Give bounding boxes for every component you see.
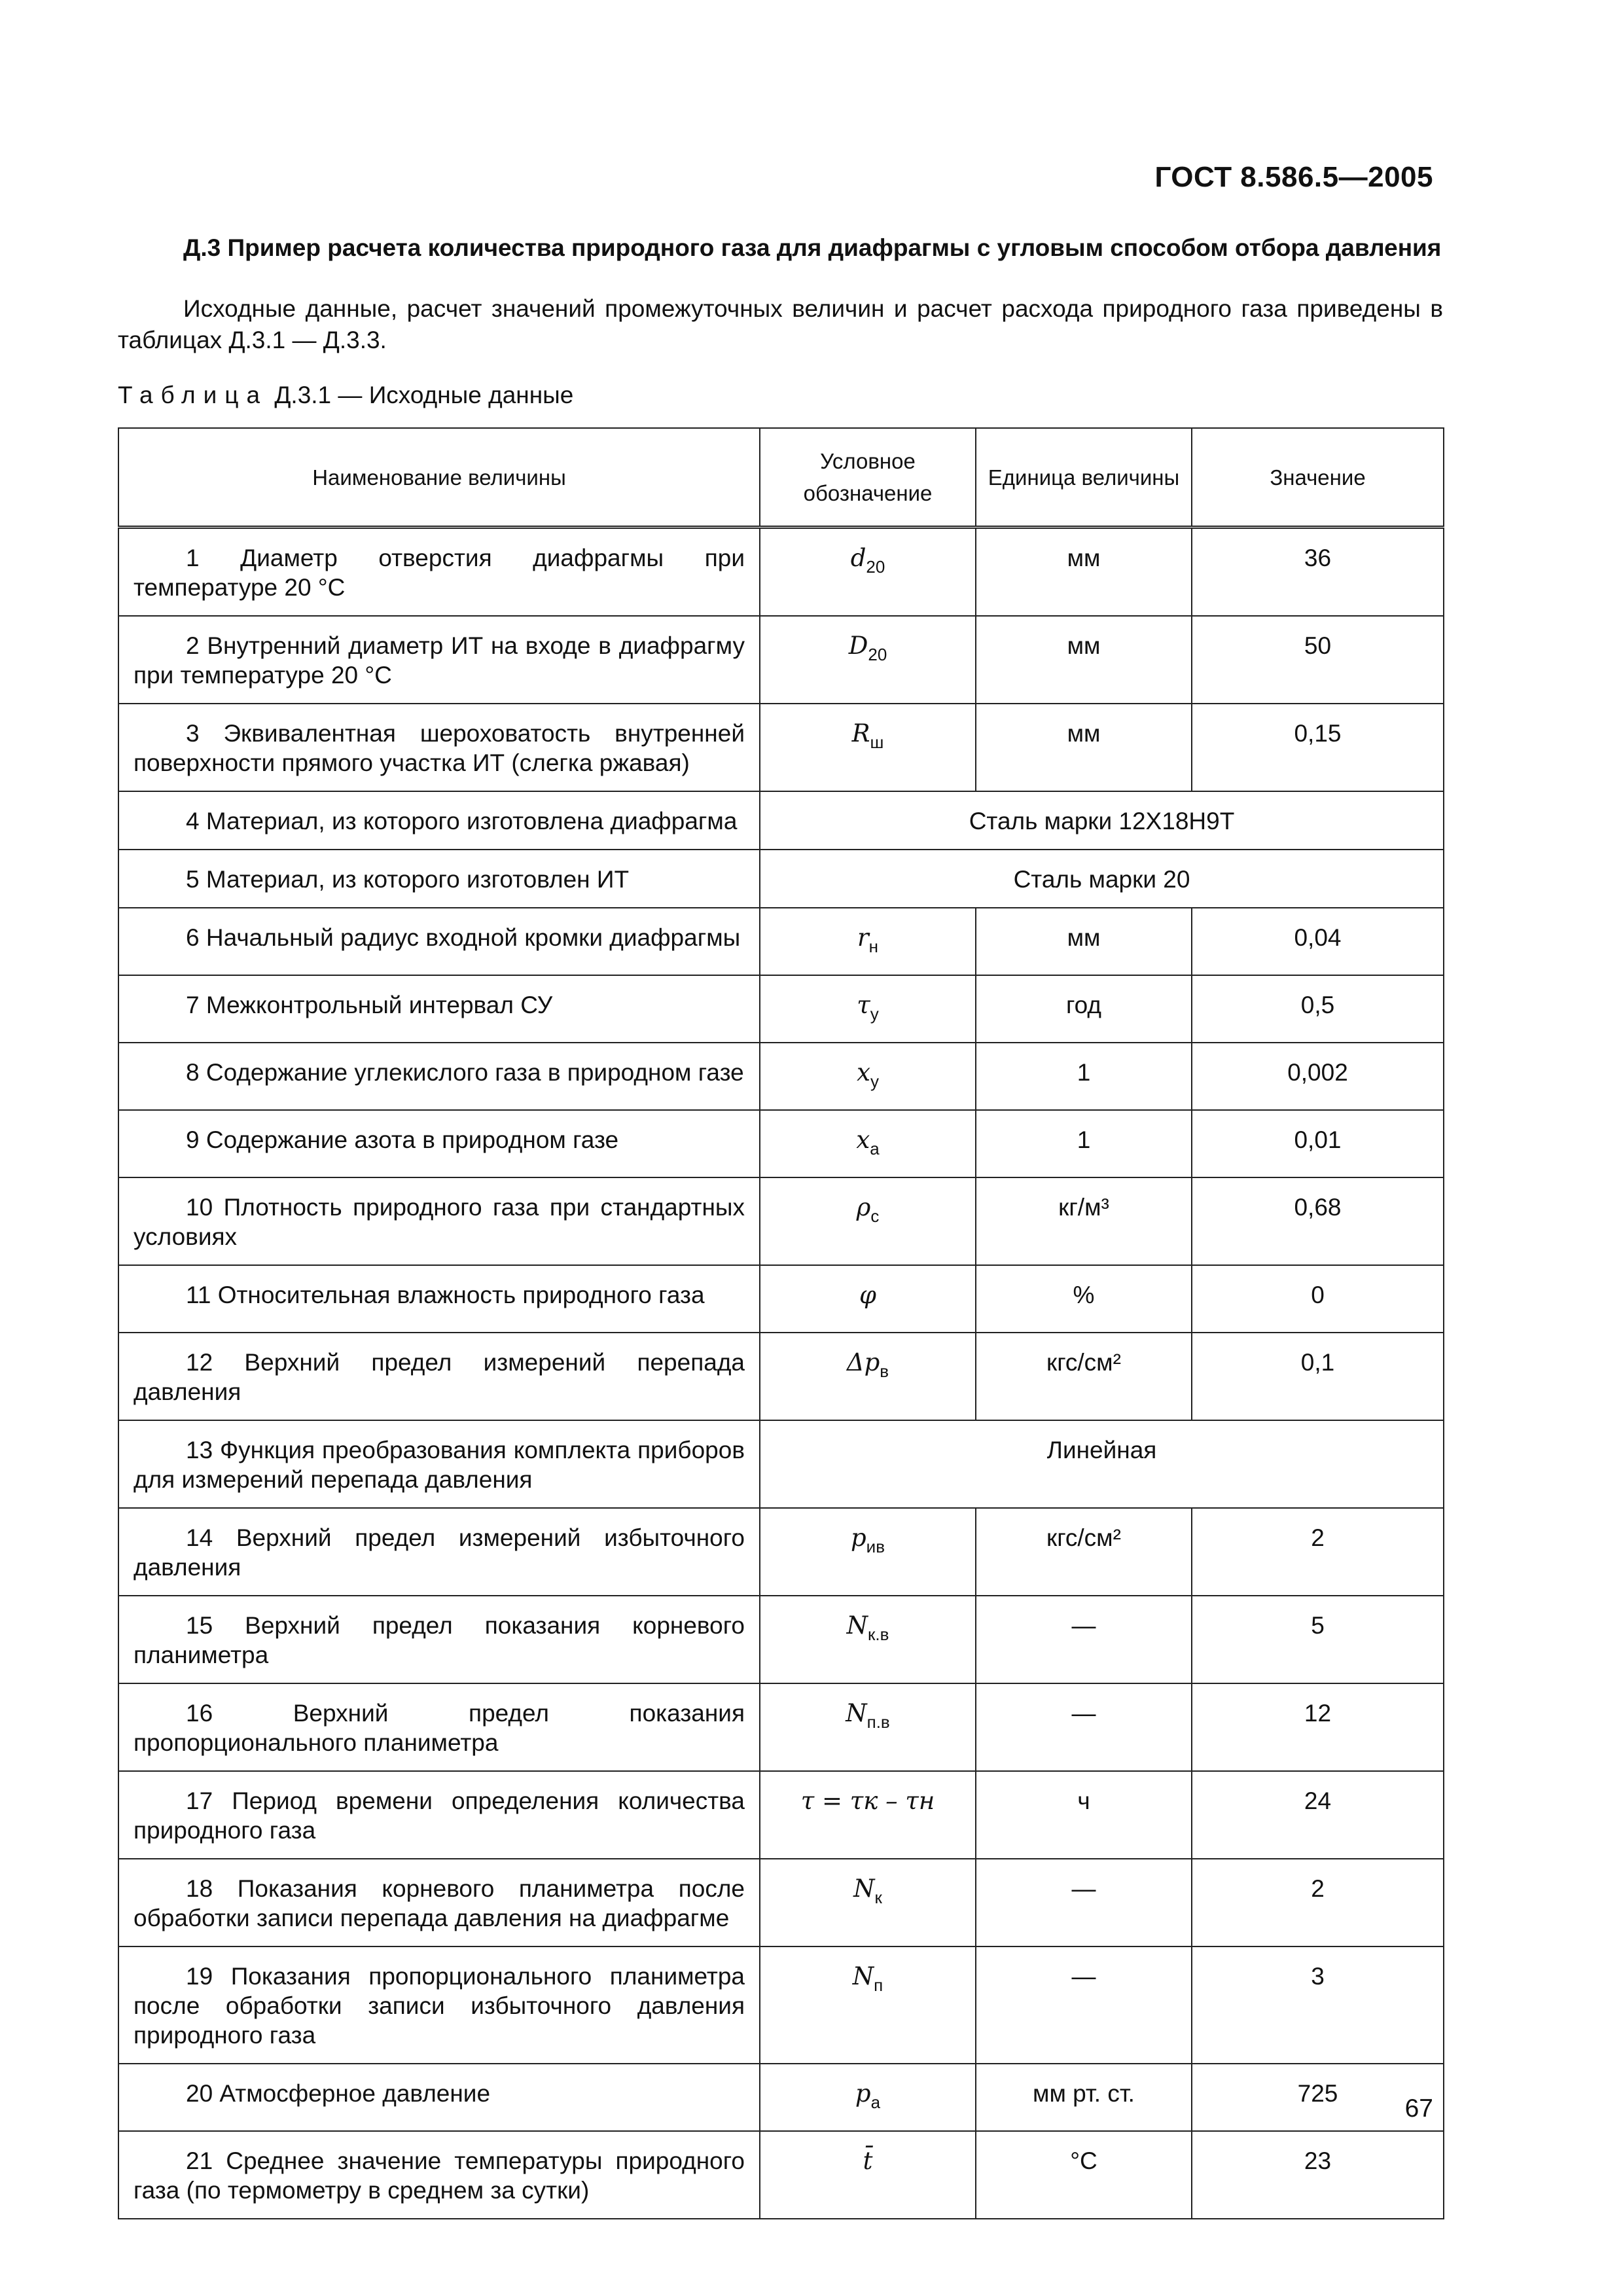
- row-symbol: [760, 975, 976, 1043]
- table-body: [118, 528, 1444, 2219]
- symbol-main: ρ: [856, 1193, 871, 1221]
- table-row: [118, 1265, 1444, 1333]
- row-value: 0,68: [1192, 1177, 1444, 1265]
- symbol-subscript: к: [874, 1888, 882, 1907]
- table-row: [118, 2064, 1444, 2131]
- table-row: [118, 1859, 1444, 1946]
- row-symbol: [760, 528, 976, 617]
- row-unit: год: [976, 975, 1192, 1043]
- row-value: 3: [1192, 1946, 1444, 2064]
- table-row: [118, 1333, 1444, 1420]
- row-name: 6 Начальный радиус входной кромки диафрагмы: [118, 908, 760, 975]
- row-name: 8 Содержание углекислого газа в природном газе: [118, 1043, 760, 1110]
- symbol-subscript: к.в: [867, 1624, 889, 1644]
- row-unit: —: [976, 1596, 1192, 1683]
- table-row: [118, 1683, 1444, 1771]
- row-unit: —: [976, 1683, 1192, 1771]
- symbol-main: x: [856, 1126, 870, 1154]
- row-name: 1 Диаметр отверстия диафрагмы при температуре 20 °С: [118, 528, 760, 617]
- symbol-main: τ: [857, 991, 870, 1019]
- row-merged-value: Сталь марки 12Х18Н9Т: [760, 791, 1444, 850]
- table-caption-text: Д.3.1 — Исходные данные: [274, 382, 574, 408]
- row-value: 2: [1192, 1508, 1444, 1596]
- row-unit: мм: [976, 616, 1192, 704]
- row-name: 15 Верхний предел показания корневого планиметра: [118, 1596, 760, 1683]
- table-header-row: [118, 428, 1444, 528]
- table-row: [118, 908, 1444, 975]
- intro-paragraph: Исходные данные, расчет значений промежуточных величин и расчет расхода природного газа приведены в таблицах Д.3.1 — Д.3.3.: [118, 295, 1443, 353]
- symbol-main: N: [853, 1874, 875, 1903]
- header-symbol: Условное обозначение: [760, 428, 976, 528]
- symbol-main: φ: [859, 1281, 876, 1309]
- row-unit: кгс/см²: [976, 1508, 1192, 1596]
- symbol-main: N: [846, 1699, 867, 1727]
- row-name: 9 Содержание азота в природном газе: [118, 1110, 760, 1177]
- row-symbol: [760, 1508, 976, 1596]
- row-symbol: [760, 1771, 976, 1859]
- table-row: [118, 1420, 1444, 1508]
- row-value: 50: [1192, 616, 1444, 704]
- symbol-subscript: в: [880, 1361, 889, 1381]
- row-unit: мм: [976, 704, 1192, 791]
- section-title: Д.3 Пример расчета количества природного газа для диафрагмы с угловым способом отбора давления: [183, 234, 1442, 261]
- row-value: 5: [1192, 1596, 1444, 1683]
- row-value: 0,002: [1192, 1043, 1444, 1110]
- table-caption: [118, 382, 573, 409]
- row-name: 14 Верхний предел измерений избыточного давления: [118, 1508, 760, 1596]
- row-symbol: [760, 908, 976, 975]
- symbol-main: t̄: [863, 2147, 873, 2175]
- header-name: Наименование величины: [118, 428, 760, 528]
- symbol-subscript: н: [868, 937, 879, 956]
- row-unit: %: [976, 1265, 1192, 1333]
- row-name: 2 Внутренний диаметр ИТ на входе в диафрагму при температуре 20 °С: [118, 616, 760, 704]
- symbol-subscript: с: [870, 1206, 880, 1226]
- table-row: [118, 1771, 1444, 1859]
- row-unit: 1: [976, 1110, 1192, 1177]
- table-row: [118, 1596, 1444, 1683]
- row-symbol: [760, 1265, 976, 1333]
- symbol-main: r: [857, 924, 869, 952]
- row-name: 10 Плотность природного газа при стандартных условиях: [118, 1177, 760, 1265]
- symbol-main: d: [850, 544, 866, 572]
- row-symbol: [760, 1946, 976, 2064]
- header-value: Значение: [1192, 428, 1444, 528]
- symbol-subscript: у: [870, 1071, 879, 1091]
- symbol-main: p: [855, 2079, 871, 2108]
- row-value: 0,5: [1192, 975, 1444, 1043]
- row-value: 24: [1192, 1771, 1444, 1859]
- row-symbol: [760, 1177, 976, 1265]
- symbol-subscript: а: [870, 1139, 880, 1158]
- table-row: [118, 975, 1444, 1043]
- row-name: 16 Верхний предел показания пропорционального планиметра: [118, 1683, 760, 1771]
- symbol-main: N: [846, 1611, 868, 1640]
- row-name: 19 Показания пропорционального планиметра после обработки записи избыточного давления природного газа: [118, 1946, 760, 2064]
- row-name: 13 Функция преобразования комплекта приборов для измерений перепада давления: [118, 1420, 760, 1508]
- row-symbol: [760, 1596, 976, 1683]
- table-row: [118, 1110, 1444, 1177]
- symbol-subscript: а: [870, 2092, 881, 2112]
- page-number: 67: [1404, 2094, 1433, 2123]
- symbol-subscript: 20: [866, 557, 885, 577]
- row-symbol: [760, 1683, 976, 1771]
- table-row: [118, 1946, 1444, 2064]
- row-name: 12 Верхний предел измерений перепада давления: [118, 1333, 760, 1420]
- table-row: [118, 704, 1444, 791]
- table-row: [118, 528, 1444, 617]
- symbol-main: p: [850, 1524, 866, 1552]
- row-value: 725: [1192, 2064, 1444, 2131]
- symbol-main: τ = τк – τн: [800, 1787, 935, 1815]
- row-unit: °С: [976, 2131, 1192, 2219]
- table-caption-word: Таблица: [118, 382, 268, 408]
- symbol-main: x: [857, 1058, 870, 1086]
- symbol-subscript: п.в: [866, 1712, 890, 1732]
- source-data-table: [118, 427, 1444, 2219]
- symbol-subscript: у: [870, 1004, 879, 1024]
- row-name: 11 Относительная влажность природного газа: [118, 1265, 760, 1333]
- row-unit: —: [976, 1946, 1192, 2064]
- table-row: [118, 1508, 1444, 1596]
- symbol-subscript: ив: [866, 1537, 885, 1556]
- row-unit: мм: [976, 528, 1192, 617]
- symbol-main: N: [852, 1962, 874, 1990]
- header-unit: Единица величины: [976, 428, 1192, 528]
- row-value: 23: [1192, 2131, 1444, 2219]
- row-unit: кгс/см²: [976, 1333, 1192, 1420]
- row-symbol: [760, 1043, 976, 1110]
- document-code: ГОСТ 8.586.5—2005: [1154, 161, 1433, 193]
- row-value: 2: [1192, 1859, 1444, 1946]
- row-name: 18 Показания корневого планиметра после обработки записи перепада давления на диафрагме: [118, 1859, 760, 1946]
- row-name: 20 Атмосферное давление: [118, 2064, 760, 2131]
- row-value: 36: [1192, 528, 1444, 617]
- row-unit: —: [976, 1859, 1192, 1946]
- row-name: 4 Материал, из которого изготовлена диафрагма: [118, 791, 760, 850]
- table-row: [118, 791, 1444, 850]
- row-symbol: [760, 1859, 976, 1946]
- table-row: [118, 616, 1444, 704]
- row-value: 12: [1192, 1683, 1444, 1771]
- row-symbol: [760, 616, 976, 704]
- row-symbol: [760, 704, 976, 791]
- row-symbol: [760, 1333, 976, 1420]
- row-unit: мм рт. ст.: [976, 2064, 1192, 2131]
- row-value: 0,01: [1192, 1110, 1444, 1177]
- row-unit: кг/м³: [976, 1177, 1192, 1265]
- row-symbol: [760, 2064, 976, 2131]
- row-symbol: [760, 1110, 976, 1177]
- row-value: 0,15: [1192, 704, 1444, 791]
- symbol-main: R: [851, 719, 870, 747]
- row-value: 0,04: [1192, 908, 1444, 975]
- row-value: 0: [1192, 1265, 1444, 1333]
- row-unit: мм: [976, 908, 1192, 975]
- row-name: 7 Межконтрольный интервал СУ: [118, 975, 760, 1043]
- row-name: 21 Среднее значение температуры природного газа (по термометру в среднем за сутки): [118, 2131, 760, 2219]
- table-row: [118, 2131, 1444, 2219]
- table-row: [118, 850, 1444, 908]
- row-unit: 1: [976, 1043, 1192, 1110]
- row-value: 0,1: [1192, 1333, 1444, 1420]
- row-symbol: [760, 2131, 976, 2219]
- symbol-subscript: 20: [868, 645, 887, 664]
- symbol-main: D: [848, 632, 868, 660]
- symbol-main: Δp: [846, 1348, 880, 1376]
- row-name: 3 Эквивалентная шероховатость внутренней поверхности прямого участка ИТ (слегка ржавая): [118, 704, 760, 791]
- table-row: [118, 1177, 1444, 1265]
- symbol-subscript: ш: [870, 732, 884, 752]
- row-name: 5 Материал, из которого изготовлен ИТ: [118, 850, 760, 908]
- row-merged-value: Линейная: [760, 1420, 1444, 1508]
- row-unit: ч: [976, 1771, 1192, 1859]
- symbol-subscript: п: [874, 1975, 883, 1995]
- table-row: [118, 1043, 1444, 1110]
- row-merged-value: Сталь марки 20: [760, 850, 1444, 908]
- row-name: 17 Период времени определения количества природного газа: [118, 1771, 760, 1859]
